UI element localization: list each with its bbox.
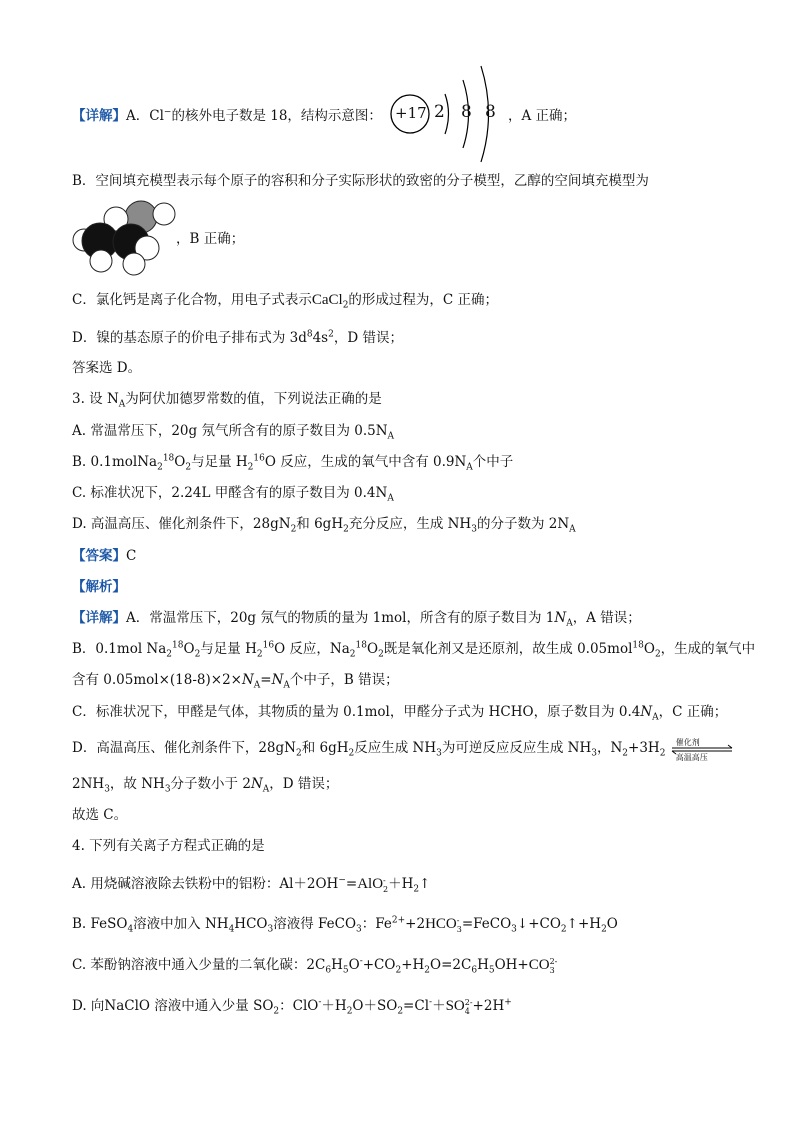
q3-explain-b2: 含有 $0.05mol\times(18-8)\times 2\times N_A=N_A$个中子，B 错误； [72, 672, 399, 691]
q3-analysis-label: 【解析】 [72, 579, 126, 595]
q4-option-d: D. 向NaClO 溶液中通入少量 $SO_2$：$ClO^-+H_2O+SO_2=Cl^-+SO2-$ 4 +2H+ [72, 997, 512, 1017]
shell-3-count: 8 [485, 102, 496, 122]
q4-option-b: B. FeSO$_4$溶液中加入 $NH_4HCO_3$溶液得 FeCO$_3$：$Fe^{2+}+2HCO-$ $3=FeCO_3↓+CO_2↑+H_2O$ [72, 915, 618, 935]
q2-line-b-end: ，B 正确； [176, 231, 245, 247]
q3-option-d: D. 高温高压、催化剂条件下，$28gN_2$和 $6gH_2$充分反应，生成 $NH_3$的分子数为 $2N_A$ [72, 516, 576, 535]
q2-line-b: B．空间填充模型表示每个原子的容积和分子实际形状的致密的分子模型，乙醇的空间填充模型为 [72, 173, 649, 189]
q2-line-a: 【详解】A．Cl−的核外电子数是 18，结构示意图： [72, 107, 382, 124]
shell-2-count: 8 [461, 102, 472, 122]
q3-explain-d2: $2NH_3$，故 $NH_3$分子数小于 $2N_A$，D 错误； [72, 776, 339, 795]
q3-option-a: A. 常温常压下，20g 氖气所含有的原子数目为 $0.5N_A$ [72, 423, 395, 442]
q2-answer: 答案选 D。 [72, 360, 142, 376]
q3-answer: 【答案】C [72, 548, 137, 564]
q2-line-c: C．氯化钙是离子化合物，用电子式表示CaCl$_2$的形成过程为，C 正确； [72, 292, 499, 311]
q3-explain-b1: B．0.1mol $Na_2^{18}O_2$与足量 $H_2^{16}O$ 反应，$Na_2^{18}O_2$既是氧化剂又是还原剂，故生成 $0.05mol^{18}O_2$，生成的氧气中 [72, 640, 756, 660]
q3-explain-c: C．标准状况下，甲醛是气体，其物质的量为 0.1mol，甲醛分子式为 HCHO，原子数目为 $0.4N_A$，C 正确； [72, 704, 728, 723]
q2-line-a-end: ，A 正确； [508, 108, 577, 124]
q3-stem: 3. 设 $N_A$为阿伏加德罗常数的值，下列说法正确的是 [72, 391, 382, 410]
q3-option-b: B. $0.1molNa_2^{18}O_2$与足量 $H_2^{16}O$ 反应，生成的氧气中含有 $0.9N_A$个中子 [72, 453, 514, 473]
ethanol-model-graphic [70, 198, 180, 278]
reversible-arrow: 催化剂 高温高压 [670, 739, 734, 759]
shell-1-count: 2 [434, 102, 445, 122]
q2-line-d: D．镍的基态原子的价电子排布式为 $3d^84s^2$，D 错误； [72, 329, 403, 346]
q3-option-c: C. 标准状况下，2.24L 甲醛含有的原子数目为 $0.4N_A$ [72, 485, 394, 504]
q4-option-a: A. 用烧碱溶液除去铁粉中的铝粉：Al＋2OH−=AlO- $2+H_2↑$ [72, 875, 431, 895]
q4-option-c: C. 苯酚钠溶液中通入少量的二氧化碳：$2C_6H_5O^-+CO_2+H_2O=2C_6H_5OH+CO2-$ 3 [72, 956, 558, 976]
q3-explain-a: 【详解】A．常温常压下，20g 氖气的物质的量为 1mol，所含有的原子数目为 $1N_A$，A 错误； [72, 610, 641, 629]
cl-structure-diagram [388, 62, 510, 166]
q4-stem: 4. 下列有关离子方程式正确的是 [72, 838, 265, 854]
q3-explain-d1: D．高温高压、催化剂条件下，$28gN_2$和 $6gH_2$反应生成 $NH_3$为可逆反应反应生成 $NH_3$，$N_2+3H_2$ 催化剂 高温高压 [72, 738, 734, 759]
ethanol-space-filling-model [70, 198, 180, 278]
q3-final: 故选 C。 [72, 807, 128, 823]
nucleus-charge: +17 [395, 104, 427, 122]
xiangjie-label: 【详解】 [72, 108, 126, 124]
